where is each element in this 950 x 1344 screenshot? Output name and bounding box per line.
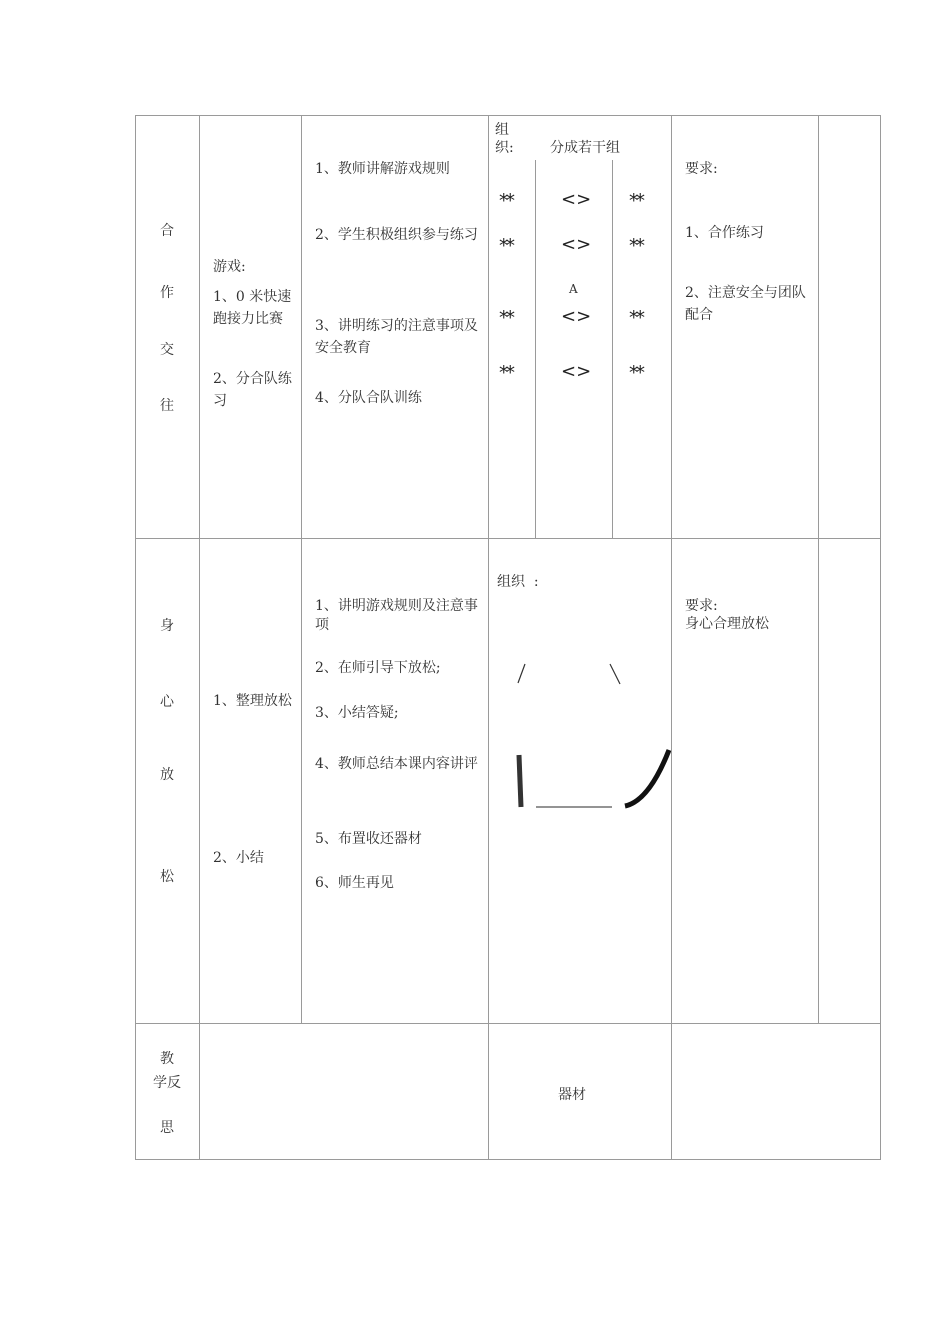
step-item: 4、分队合队训练	[315, 390, 422, 406]
organization-label: 组织 :	[497, 574, 539, 590]
teacher-position-marker: A	[569, 282, 578, 296]
col-divider-4	[671, 115, 672, 1160]
organization-note: 分成若干组	[550, 140, 620, 156]
diamond-marker-icon: <>	[561, 361, 592, 382]
row-divider-2	[135, 1023, 881, 1024]
formation-lane-line-right	[612, 160, 613, 538]
formation-bar-left	[519, 755, 521, 807]
formation-slash-left	[518, 664, 525, 683]
student-formation-stars: **	[499, 235, 512, 257]
step-item: 3、小结答疑;	[315, 705, 399, 721]
step-item: 1、讲明游戏规则及注意事项	[315, 598, 478, 633]
step-item: 6、师生再见	[315, 875, 394, 891]
formation-slash-right	[610, 664, 620, 684]
phase-char: 作	[160, 285, 174, 301]
reflection-label: 思	[160, 1120, 174, 1136]
table-top-border	[135, 115, 881, 116]
step-item: 2、学生积极组织参与练习	[315, 227, 478, 243]
phase-char: 松	[160, 869, 174, 885]
phase-char: 心	[160, 694, 174, 710]
reflection-label: 教	[160, 1051, 174, 1067]
content-item: 2、分合队练习	[213, 371, 292, 409]
phase-char: 合	[160, 223, 174, 239]
phase-char: 交	[160, 342, 174, 358]
diamond-marker-icon: <>	[561, 189, 592, 210]
student-formation-stars: **	[629, 362, 642, 384]
requirements-title: 要求:	[685, 161, 718, 177]
table-bottom-border	[135, 1159, 881, 1160]
student-formation-stars: **	[499, 307, 512, 329]
relaxation-formation-diagram	[489, 655, 671, 815]
content-item: 1、整理放松	[213, 693, 292, 709]
diamond-marker-icon: <>	[561, 306, 592, 327]
formation-curve-right	[625, 750, 669, 806]
col-divider-3	[488, 115, 489, 1160]
row-divider-1	[135, 538, 881, 539]
organization-label: 织:	[495, 140, 514, 156]
table-left-border	[135, 115, 136, 1160]
phase-char: 放	[160, 767, 174, 783]
requirement-item: 1、合作练习	[685, 225, 764, 241]
phase-char: 身	[160, 618, 174, 634]
col-divider-2	[301, 115, 302, 1023]
phase-char: 往	[160, 398, 174, 414]
content-title: 游戏:	[213, 259, 246, 275]
requirements-title: 要求:	[685, 598, 718, 614]
organization-label: 组	[495, 122, 509, 138]
student-formation-stars: **	[629, 307, 642, 329]
step-item: 4、教师总结本课内容讲评	[315, 756, 478, 772]
formation-lane-line-left	[535, 160, 536, 538]
col-divider-1	[199, 115, 200, 1160]
content-item: 1、0 米快速跑接力比赛	[213, 289, 292, 327]
step-item: 1、教师讲解游戏规则	[315, 161, 450, 177]
step-item: 5、布置收还器材	[315, 831, 422, 847]
reflection-label: 学反	[153, 1075, 181, 1091]
step-item: 3、讲明练习的注意事项及安全教育	[315, 318, 478, 356]
requirement-text: 身心合理放松	[685, 616, 769, 632]
table-right-border	[880, 115, 881, 1160]
student-formation-stars: **	[499, 190, 512, 212]
student-formation-stars: **	[629, 235, 642, 257]
student-formation-stars: **	[499, 362, 512, 384]
step-item: 2、在师引导下放松;	[315, 660, 441, 676]
content-item: 2、小结	[213, 850, 264, 866]
diamond-marker-icon: <>	[561, 234, 592, 255]
requirement-item: 2、注意安全与团队配合	[685, 285, 806, 323]
col-divider-5	[818, 115, 819, 1023]
student-formation-stars: **	[629, 190, 642, 212]
equipment-label: 器材	[558, 1087, 586, 1103]
